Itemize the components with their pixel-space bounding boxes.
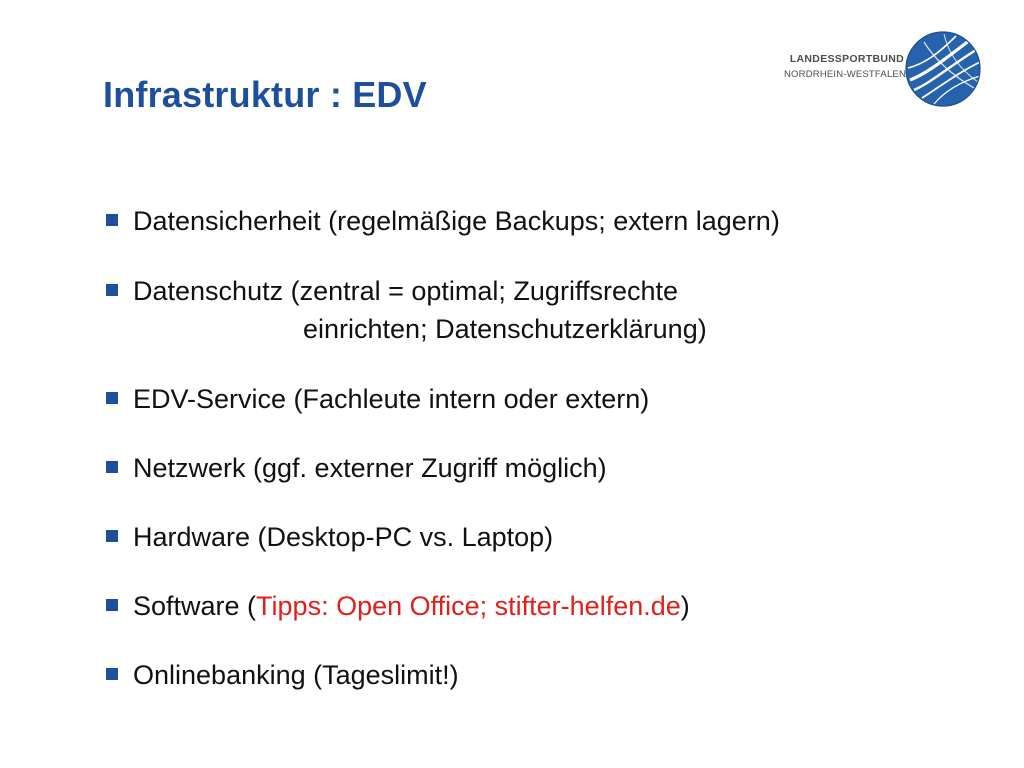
bullet-text: Datenschutz (zentral = optimal; Zugriffsrechte [133, 276, 678, 306]
bullet-text-before: Software ( [133, 591, 257, 621]
lsb-nrw-logo [784, 30, 984, 108]
logo-line-2: NORDRHEIN-WESTFALEN [784, 69, 907, 80]
square-bullet-icon [106, 392, 118, 404]
bullet-text: Hardware (Desktop-PC vs. Laptop) [133, 522, 554, 552]
bullet-continuation: einrichten; Datenschutzerklärung) [303, 314, 707, 344]
bullet-text: Netzwerk (ggf. externer Zugriff möglich) [133, 453, 607, 483]
bullet-text: EDV-Service (Fachleute intern oder extern) [133, 384, 650, 414]
square-bullet-icon [106, 668, 118, 680]
bullet-text: Onlinebanking (Tageslimit!) [133, 660, 459, 690]
logo-wordmark [784, 52, 907, 82]
square-bullet-icon [106, 530, 118, 542]
bullet-text: Datensicherheit (regelmäßige Backups; extern lagern) [133, 206, 780, 236]
slide-title: Infrastruktur : EDV [103, 74, 427, 115]
bullet-text-after: ) [680, 591, 690, 621]
square-bullet-icon [106, 284, 118, 296]
square-bullet-icon [106, 461, 118, 473]
square-bullet-icon [106, 214, 118, 226]
square-bullet-icon [106, 599, 118, 611]
highlighted-tip: Tipps: Open Office; stifter-helfen.de [256, 591, 681, 621]
lsb-nrw-globe-emblem-icon [904, 30, 982, 108]
bullet-text [133, 587, 690, 625]
logo-line-1: LANDESSPORTBUND [789, 53, 904, 65]
